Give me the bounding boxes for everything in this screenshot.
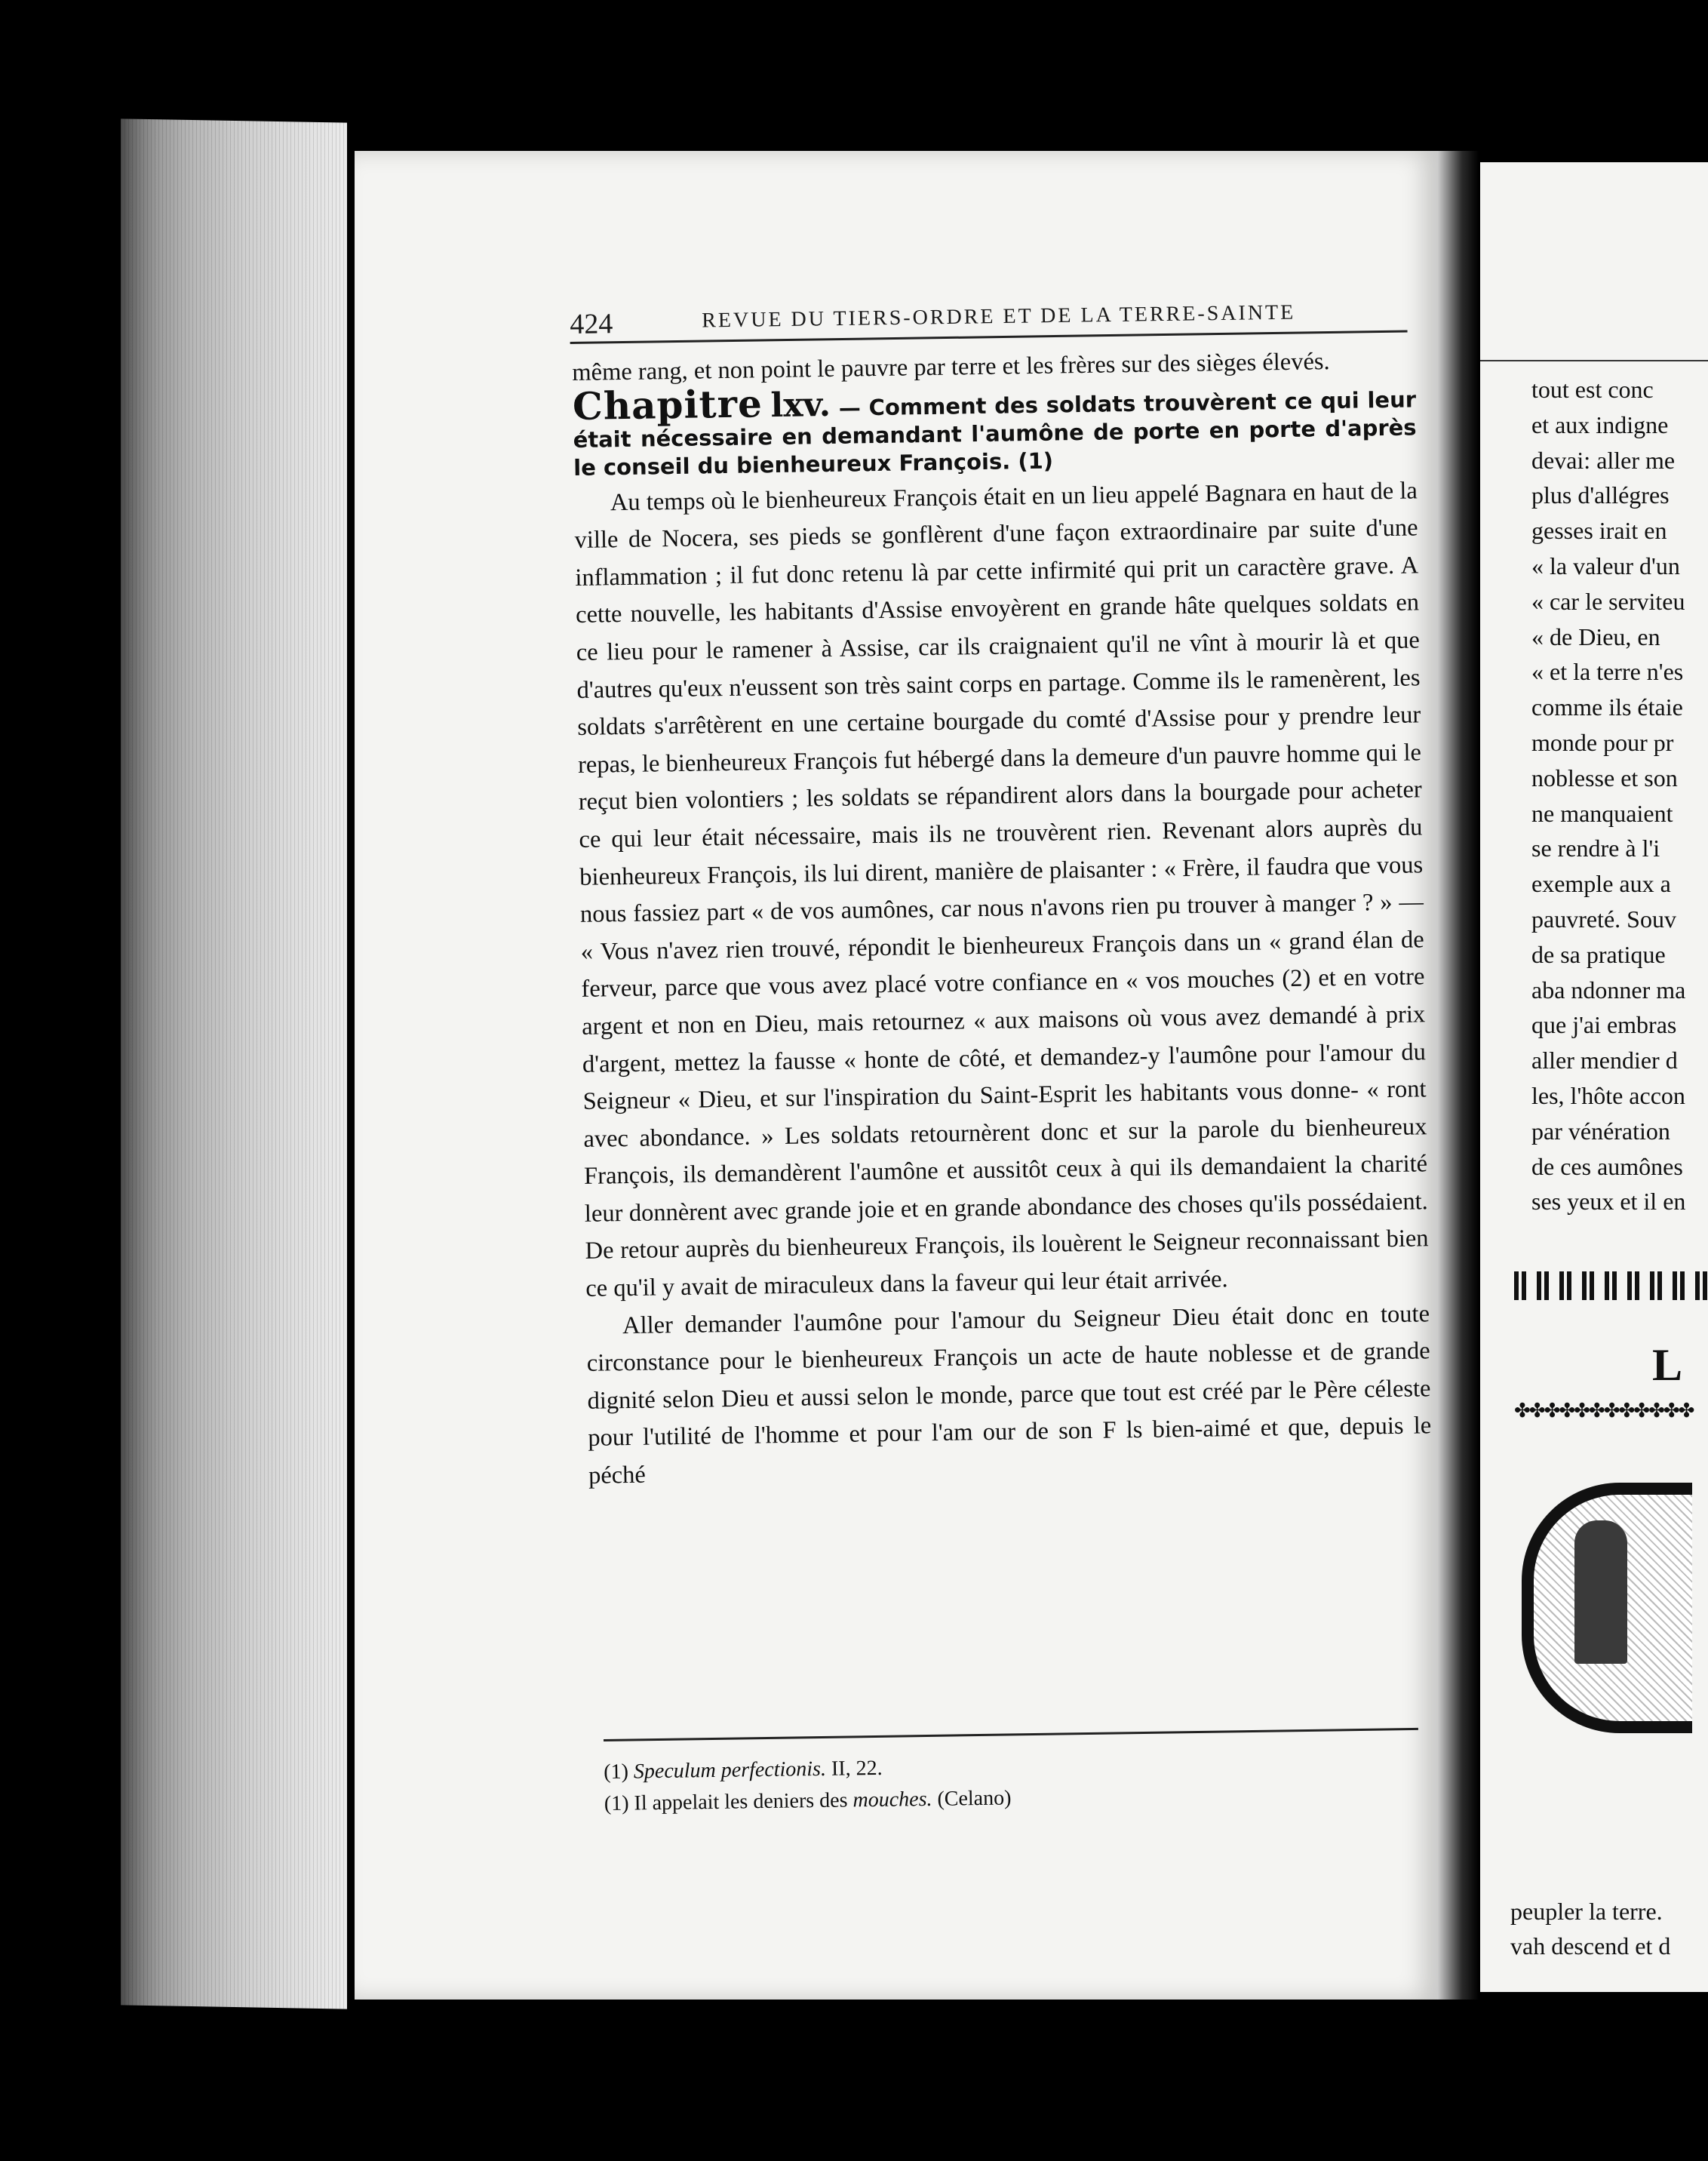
right-line: exemple aux a [1531,870,1671,898]
paragraph-1: Au temps où le bienheureux François était en un lieu appelé Bagnara en haut de la ville de Nocera, ses pieds se gonflèrent d'une façon extraordinaire par suite d'une inflammation ; il fut donc retenu là par cette infirmité qui prit un caractère grave. A cette nouvelle, les habitants d'Assise envoyèrent en grande hâte quelques soldats en ce lieu pour le ramener à Assise, car ils craignaient qu'il ne vînt à mourir là et que d'autres qu'eux n'eussent son très saint corps en partage. Comme ils le ramenèrent, les soldats s'arrêtèrent en une certaine bourgade du comté d'Assise pour y prendre leur repas, le bienheureux François fut hébergé dans la demeure d'un pauvre homme qui le reçut bien volontiers ; les soldats se répandirent alors dans la bourgade pour acheter ce qui leur était nécessaire, mais ils ne trouvèrent rien. Revenant alors auprès du bienheureux François, ils lui dirent, manière de plaisanter : « Frère, il faudra que vous nous fassiez part « de vos aumônes, car nous n'avons rien pu trouver à manger ? » — « Vous n'avez rien trouvé, répondit le bienheureux François dans un « grand élan de ferveur, parce que vous avez placé votre confiance en « vos mouches (2) et en votre argent et non en Dieu, mais retournez « aux maisons où vous avez demandé à prix d'argent, mettez la fausse « honte de côté, et demandez-y l'aumône pour l'amour du Seigneur « Dieu, et sur l'inspiration du Saint-Esprit les habitants vous donne- « ront avec abondance. » Les soldats retournèrent donc et sur la parole du bienheureux François, ils demandèrent l'aumône et aussitôt ceux à qui ils demandaient la charité leur donnèrent avec grande joie et en grande abondance des choses qu'ils possédaient. De retour auprès du bienheureux François, ils louèrent le Seigneur reconnaissant bien ce qu'il y avait de miraculeux dans la faveur qui leur était arrivée. [574,476,1429,1302]
footnote-citation: Speculum perfectionis. [633,1757,827,1784]
footnote-marker: (1) [604,1760,629,1784]
right-line: monde pour pr [1531,728,1674,756]
chapter-label: Chapitre [572,380,763,429]
book-gutter [1437,151,1479,2000]
right-bottom-lines [1510,1894,1706,1963]
right-line: de sa pratique [1531,940,1666,968]
footnote-emphasis: mouches. [852,1787,932,1812]
vine-ornament: ✤✤✤✤✤✤✤✤✤✤✤✤ [1514,1400,1694,1422]
right-running-rule [1480,360,1708,361]
right-line: pauvreté. Souv [1531,905,1676,933]
right-bottom-line: vah descend et d [1510,1932,1671,1960]
right-line: « de Dieu, en [1531,622,1660,650]
chapter-number: lxv. [770,385,831,425]
right-line: gesses irait en [1531,517,1667,545]
right-line: tout est conc [1531,376,1654,403]
book-page-edges [121,118,347,2009]
opening-paragraph: même rang, et non point le pauvre par terre et les frères sur des sièges élevés. [572,348,1330,386]
main-text-block [572,342,1432,1495]
heading-fragment: L [1652,1340,1683,1390]
chapter-heading [573,380,1418,482]
paragraph-2: Aller demander l'aumône pour l'amour du Seigneur Dieu était donc en toute circonstance pour le bienheureux François un acte de haute noblesse et de grande dignité selon Dieu et aussi selon le monde, parce que tout est créé par le Père céleste pour l'utilité de l'homme et pour l'am our de son F ls bien-aimé et que, depuis le péché [586,1299,1432,1489]
initial-figure-illustration [1574,1520,1627,1664]
right-line: plus d'allégres [1531,481,1670,509]
right-bottom-line: peupler la terre. [1510,1898,1663,1925]
footnote-text: Il appelait les deniers des [634,1788,848,1815]
footnotes [604,1745,1419,1820]
right-text-lines [1531,372,1708,1219]
right-line: aller mendier d [1531,1047,1678,1074]
right-line: « car le serviteu [1531,587,1685,615]
right-line: « la valeur d'un [1531,552,1680,579]
right-line: que j'ai embras [1531,1011,1677,1039]
right-line: et aux indigne [1531,410,1669,438]
footnote-reference: II, 22. [831,1756,883,1781]
footnote-marker: (1) [604,1791,629,1815]
right-line: ne manquaient [1531,799,1673,827]
right-line: les, l'hôte accon [1531,1081,1685,1109]
chapter-title: — Comment des soldats trouvèrent ce qui leur était nécessaire en demandant l'aumône de porte en porte d'après le conseil du bienheureux François. (1) [573,386,1417,481]
page-number: 424 [570,308,613,340]
right-line: « et la terre n'es [1531,658,1684,686]
right-line: comme ils étaie [1531,693,1683,721]
right-line: ses yeux et il en [1531,1188,1686,1216]
right-line: devai: aller me [1531,446,1676,474]
ornament-band [1514,1271,1708,1300]
right-line: par vénération [1531,1117,1670,1145]
right-line: noblesse et son [1531,764,1678,792]
right-line: aba ndonner ma [1531,976,1686,1004]
footnote-source: (Celano) [937,1786,1012,1811]
running-title: REVUE DU TIERS-ORDRE ET DE LA TERRE-SAINTE [702,300,1296,333]
right-page [1480,162,1708,1992]
right-line: se rendre à l'i [1531,835,1660,862]
right-line: de ces aumônes [1531,1152,1683,1180]
